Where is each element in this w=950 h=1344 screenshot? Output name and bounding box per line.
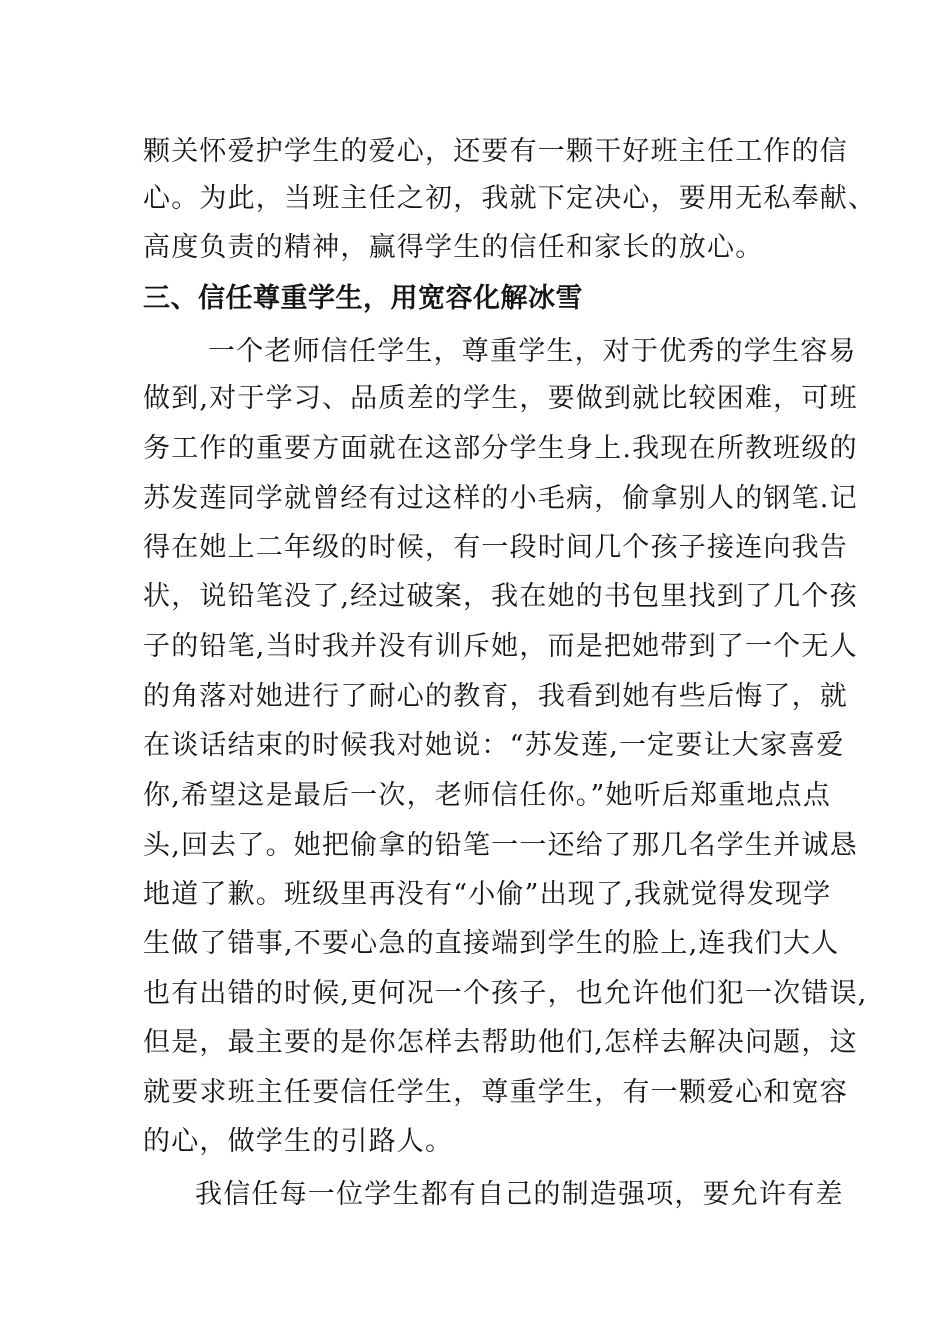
text-line: 的心，做学生的引路人。: [143, 1126, 454, 1157]
text-line: 但是，最主要的是你怎样去帮助他们,怎样去解决问题，这: [143, 1027, 858, 1058]
text-line: 就要求班主任要信任学生，尊重学生，有一颗爱心和宽容: [143, 1077, 848, 1108]
text-line: 务工作的重要方面就在这部分学生身上.我现在所教班级的: [143, 433, 858, 464]
text-line: 得在她上二年级的时候，有一段时间几个孩子接连向我告: [143, 532, 848, 563]
text-line: 地道了歉。班级里再没有“小偷”出现了,我就觉得发现学: [143, 879, 832, 910]
text-line: 状，说铅笔没了,经过破案，我在她的书包里找到了几个孩: [143, 581, 858, 612]
text-line: 子的铅笔,当时我并没有训斥她，而是把她带到了一个无人: [143, 631, 858, 662]
text-line: 高度负责的精神，赢得学生的信任和家长的放心。: [143, 232, 764, 263]
text-line: 心。为此，当班主任之初，我就下定决心，要用无私奉献、: [143, 183, 877, 214]
text-line: 我信任每一位学生都有自己的制造强项，要允许有差: [195, 1179, 844, 1210]
text-line: 颗关怀爱护学生的爱心，还要有一颗干好班主任工作的信: [143, 136, 848, 167]
text-line: 生做了错事,不要心急的直接端到学生的脸上,连我们大人: [143, 928, 840, 959]
text-line: 头,回去了。她把偷拿的铅笔一一还给了那几名学生并诚恳: [143, 830, 858, 861]
text-line: 苏发莲同学就曾经有过这样的小毛病，偷拿别人的钢笔.记: [143, 483, 858, 514]
text-line: 一个老师信任学生，尊重学生，对于优秀的学生容易: [208, 336, 857, 367]
section-heading: 三、信任尊重学生，用宽容化解冰雪: [143, 283, 583, 314]
text-line: 的角落对她进行了耐心的教育，我看到她有些后悔了，就: [143, 681, 848, 712]
text-line: 你,希望这是最后一次，老师信任你。”她听后郑重地点点: [143, 780, 832, 811]
text-line: 也有出错的时候,更何况一个孩子，也允许他们犯一次错误,: [143, 978, 868, 1009]
text-line: 在谈话结束的时候我对她说：“苏发莲,一定要让大家喜爱: [143, 730, 845, 761]
text-line: 做到,对于学习、品质差的学生，要做到就比较困难，可班: [143, 383, 858, 414]
